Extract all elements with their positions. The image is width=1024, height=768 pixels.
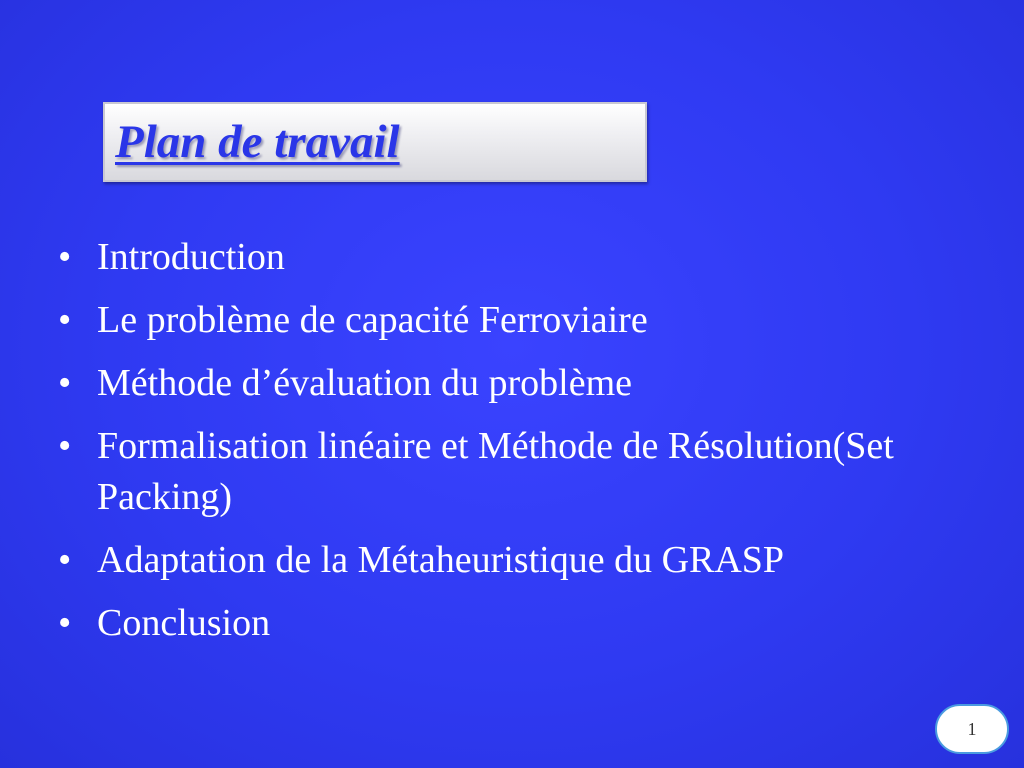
bullet-item (58, 421, 958, 523)
slide-title: Plan de travail (115, 116, 400, 168)
bullet-marker: • (58, 539, 72, 581)
bullet-item (58, 598, 958, 649)
bullet-item (58, 358, 958, 409)
bullet-text-evaluation-method: Méthode d’évaluation du problème (97, 362, 633, 404)
page-number-badge (935, 704, 1009, 754)
bullet-list (58, 232, 958, 661)
bullet-marker: • (58, 602, 72, 644)
page-number: 1 (967, 718, 977, 739)
bullet-text-grasp: Adaptation de la Métaheuristique du GRASP (97, 539, 785, 581)
bullet-text-introduction: Introduction (97, 236, 285, 278)
bullet-item (58, 295, 958, 346)
bullet-marker: • (58, 236, 72, 278)
bullet-marker: • (58, 299, 72, 341)
bullet-text-conclusion: Conclusion (97, 602, 271, 644)
bullet-item (58, 232, 958, 283)
bullet-marker: • (58, 362, 72, 404)
bullet-item (58, 535, 958, 586)
slide-title-box (103, 102, 647, 182)
bullet-text-formalisation: Formalisation linéaire et Méthode de Résolution(Set Packing) (97, 425, 894, 518)
bullet-text-capacity-problem: Le problème de capacité Ferroviaire (97, 299, 648, 341)
bullet-marker: • (58, 425, 72, 467)
